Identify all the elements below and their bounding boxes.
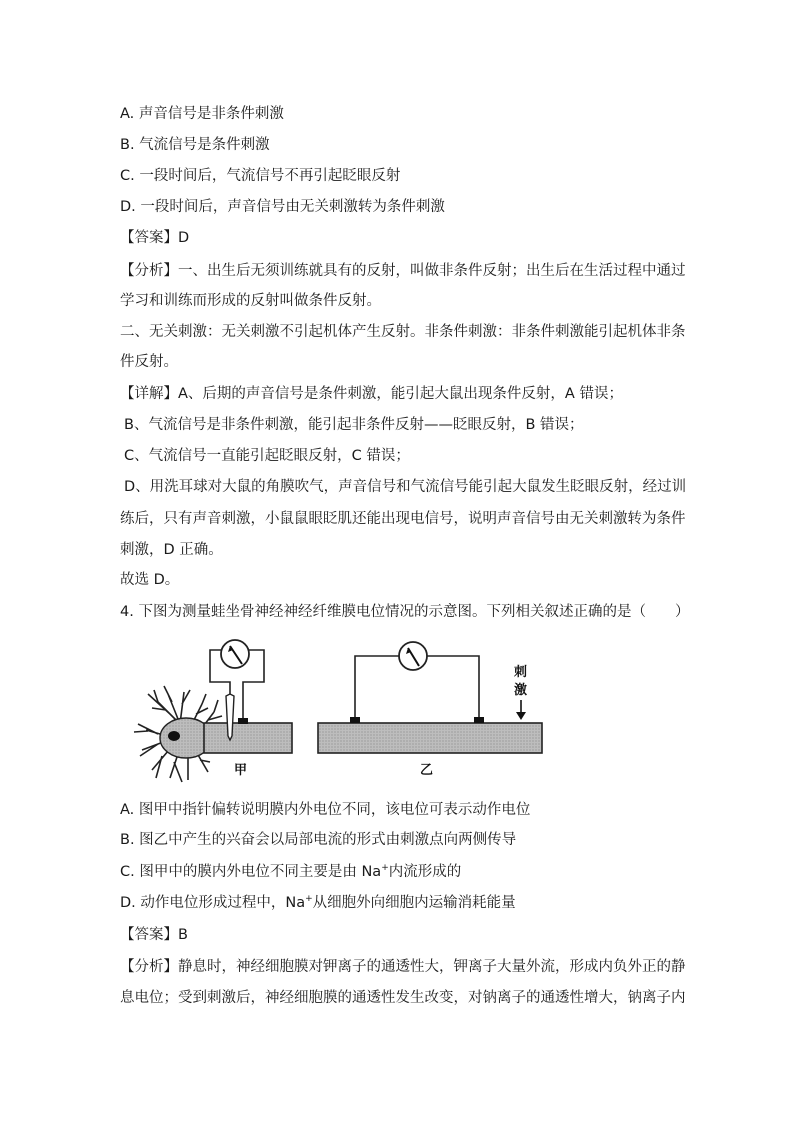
micro-electrode — [226, 694, 234, 740]
q3-detail-line-2: B、气流信号是非条件刺激，能引起非条件反射——眨眼反射，B 错误； — [124, 417, 584, 433]
surface-electrode-jia — [238, 718, 248, 724]
membrane-potential-figure — [118, 632, 678, 792]
q4-option-b: B. 图乙中产生的兴奋会以局部电流的形式由刺激点向两侧传导 — [120, 832, 517, 848]
q4-option-d-text: D. 动作电位形成过程中，Na — [120, 895, 306, 911]
diagram-yi — [318, 642, 542, 778]
q3-analysis-line-3: 二、无关刺激：无关刺激不引起机体产生反射。非条件刺激：非条件刺激能引起机体非条 — [120, 324, 686, 340]
q4-stem: 4. 下图为测量蛙坐骨神经神经纤维膜电位情况的示意图。下列相关叙述正确的是（ ） — [120, 604, 690, 620]
q3-answer: 【答案】D — [120, 230, 190, 246]
q3-option-c: C. 一段时间后，气流信号不再引起眨眼反射 — [120, 168, 401, 184]
q4-answer: 【答案】B — [120, 927, 188, 943]
q4-analysis-line-2: 息电位；受到刺激后，神经细胞膜的通透性发生改变，对钠离子的通透性增大，钠离子内 — [120, 990, 686, 1006]
q3-analysis-line-4: 件反射。 — [120, 354, 178, 370]
q3-detail-line-6: 刺激，D 正确。 — [120, 542, 223, 558]
q4-option-d — [120, 893, 516, 913]
q4-option-c-superscript: + — [381, 863, 389, 874]
stimulus-label-2: 激 — [514, 683, 528, 698]
q3-analysis-line-1: 【分析】一、出生后无须训练就具有的反射，叫做非条件反射；出生后在生活过程中通过 — [120, 263, 686, 279]
q4-option-d-superscript: + — [305, 894, 313, 905]
q3-option-a: A. 声音信号是非条件刺激 — [120, 106, 284, 122]
q3-detail-line-5: 练后，只有声音刺激，小鼠鼠眼眨肌还能出现电信号，说明声音信号由无关刺激转为条件 — [120, 511, 686, 527]
nucleus — [168, 731, 180, 741]
stimulus-label-1: 刺 — [514, 665, 528, 680]
figure-svg — [118, 632, 678, 792]
q4-option-a: A. 图甲中指针偏转说明膜内外电位不同，该电位可表示动作电位 — [120, 802, 531, 818]
q3-conclusion: 故选 D。 — [120, 572, 180, 588]
diagram-jia — [134, 640, 292, 782]
electrode-left-yi — [350, 717, 360, 723]
q3-detail-line-1: 【详解】A、后期的声音信号是条件刺激，能引起大鼠出现条件反射，A 错误； — [120, 386, 623, 402]
axon-yi — [318, 723, 542, 753]
q4-option-c-text-end: 内流形成的 — [388, 864, 462, 880]
q3-analysis-line-2: 学习和训练而形成的反射叫做条件反射。 — [120, 293, 381, 309]
label-jia: 甲 — [234, 763, 248, 778]
q3-option-d: D. 一段时间后，声音信号由无关刺激转为条件刺激 — [120, 199, 445, 215]
q3-detail-line-3: C、气流信号一直能引起眨眼反射，C 错误； — [124, 448, 410, 464]
q3-option-b: B. 气流信号是条件刺激 — [120, 137, 270, 153]
label-yi: 乙 — [420, 763, 434, 778]
q4-analysis-line-1: 【分析】静息时，神经细胞膜对钾离子的通透性大，钾离子大量外流，形成内负外正的静 — [120, 959, 686, 975]
q4-option-c-text: C. 图甲中的膜内外电位不同主要是由 Na — [120, 864, 382, 880]
q4-option-c — [120, 862, 461, 882]
electrode-right-yi — [474, 717, 484, 723]
q4-option-d-text-end: 从细胞外向细胞内运输消耗能量 — [312, 895, 516, 911]
q3-detail-line-4: D、用洗耳球对大鼠的角膜吹气，声音信号和气流信号能引起大鼠发生眨眼反射，经过训 — [124, 479, 687, 495]
